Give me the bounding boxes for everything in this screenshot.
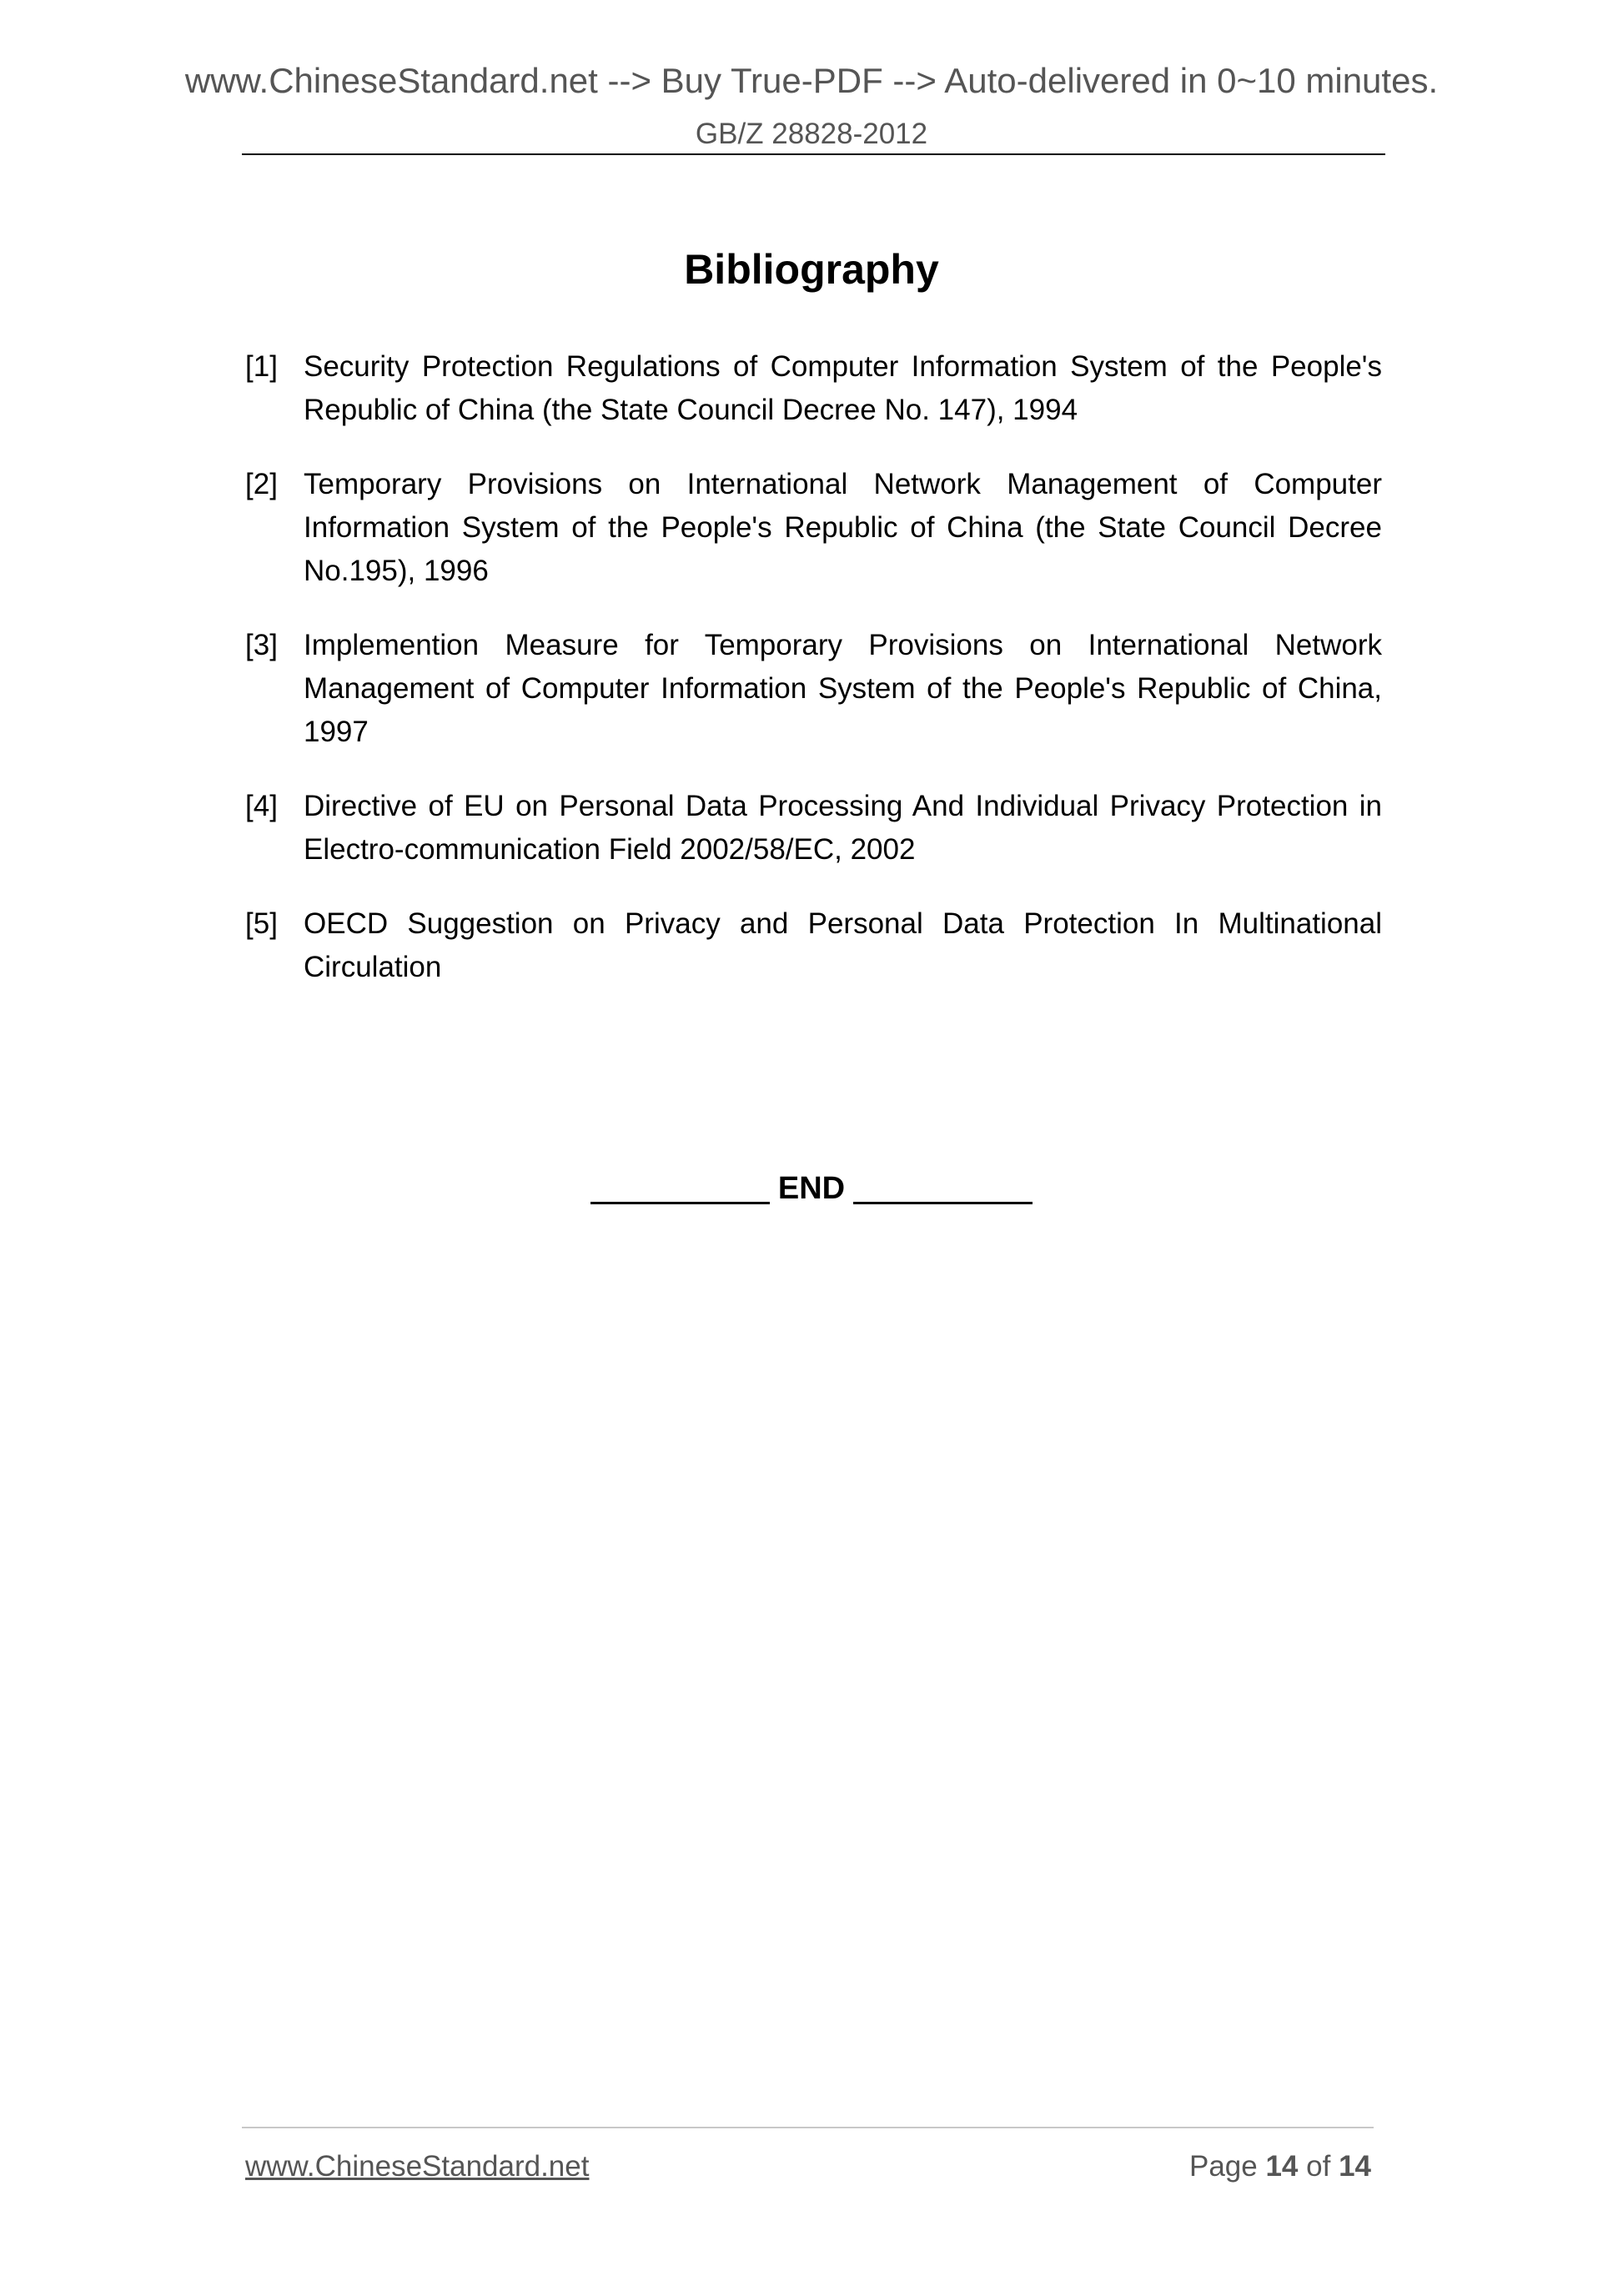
bibliography-list xyxy=(245,345,1382,1020)
page-current: 14 xyxy=(1265,2150,1299,2183)
site-banner: www.ChineseStandard.net --> Buy True-PDF --> Auto-delivered in 0~10 minutes. xyxy=(184,61,1439,100)
reference-text: Directive of EU on Personal Data Processing And Individual Privacy Protection in Electro-communication Field 2002/58/EC, 2002 xyxy=(304,790,1382,866)
list-item xyxy=(245,902,1382,989)
footer-site-link[interactable]: www.ChineseStandard.net xyxy=(245,2150,590,2183)
page-of: of xyxy=(1306,2150,1331,2183)
footer-divider xyxy=(242,2127,1374,2128)
standard-code: GB/Z 28828-2012 xyxy=(695,118,928,150)
list-item xyxy=(245,463,1382,593)
reference-text: Temporary Provisions on International Network Management of Computer Information System of the People's Republic of China (the State Council Decree No.195), 1996 xyxy=(304,468,1382,587)
end-marker xyxy=(0,1173,1623,1204)
reference-number: [4] xyxy=(245,790,278,822)
reference-text: Implemention Measure for Temporary Provisions on International Network Management of Computer Information System of the People's Republic of China, 1997 xyxy=(304,629,1382,748)
list-item xyxy=(245,624,1382,754)
reference-number: [2] xyxy=(245,468,278,500)
reference-text: OECD Suggestion on Privacy and Personal Data Protection In Multinational Circulation xyxy=(304,907,1382,983)
reference-number: [5] xyxy=(245,907,278,940)
list-item xyxy=(245,785,1382,872)
reference-number: [3] xyxy=(245,629,278,661)
end-rule-right xyxy=(853,1202,1033,1204)
header-divider xyxy=(242,153,1385,155)
reference-number: [1] xyxy=(245,350,278,383)
page-prefix: Page xyxy=(1188,2150,1258,2183)
list-item xyxy=(245,345,1382,432)
end-rule-left xyxy=(590,1202,770,1204)
end-label: END xyxy=(777,1171,846,1206)
page-title: Bibliography xyxy=(684,246,939,293)
page-total: 14 xyxy=(1339,2150,1371,2183)
reference-text: Security Protection Regulations of Computer Information System of the People's Republic of China (the State Council Decree No. 147), 1994 xyxy=(304,350,1382,426)
page-number xyxy=(1189,2152,1371,2181)
